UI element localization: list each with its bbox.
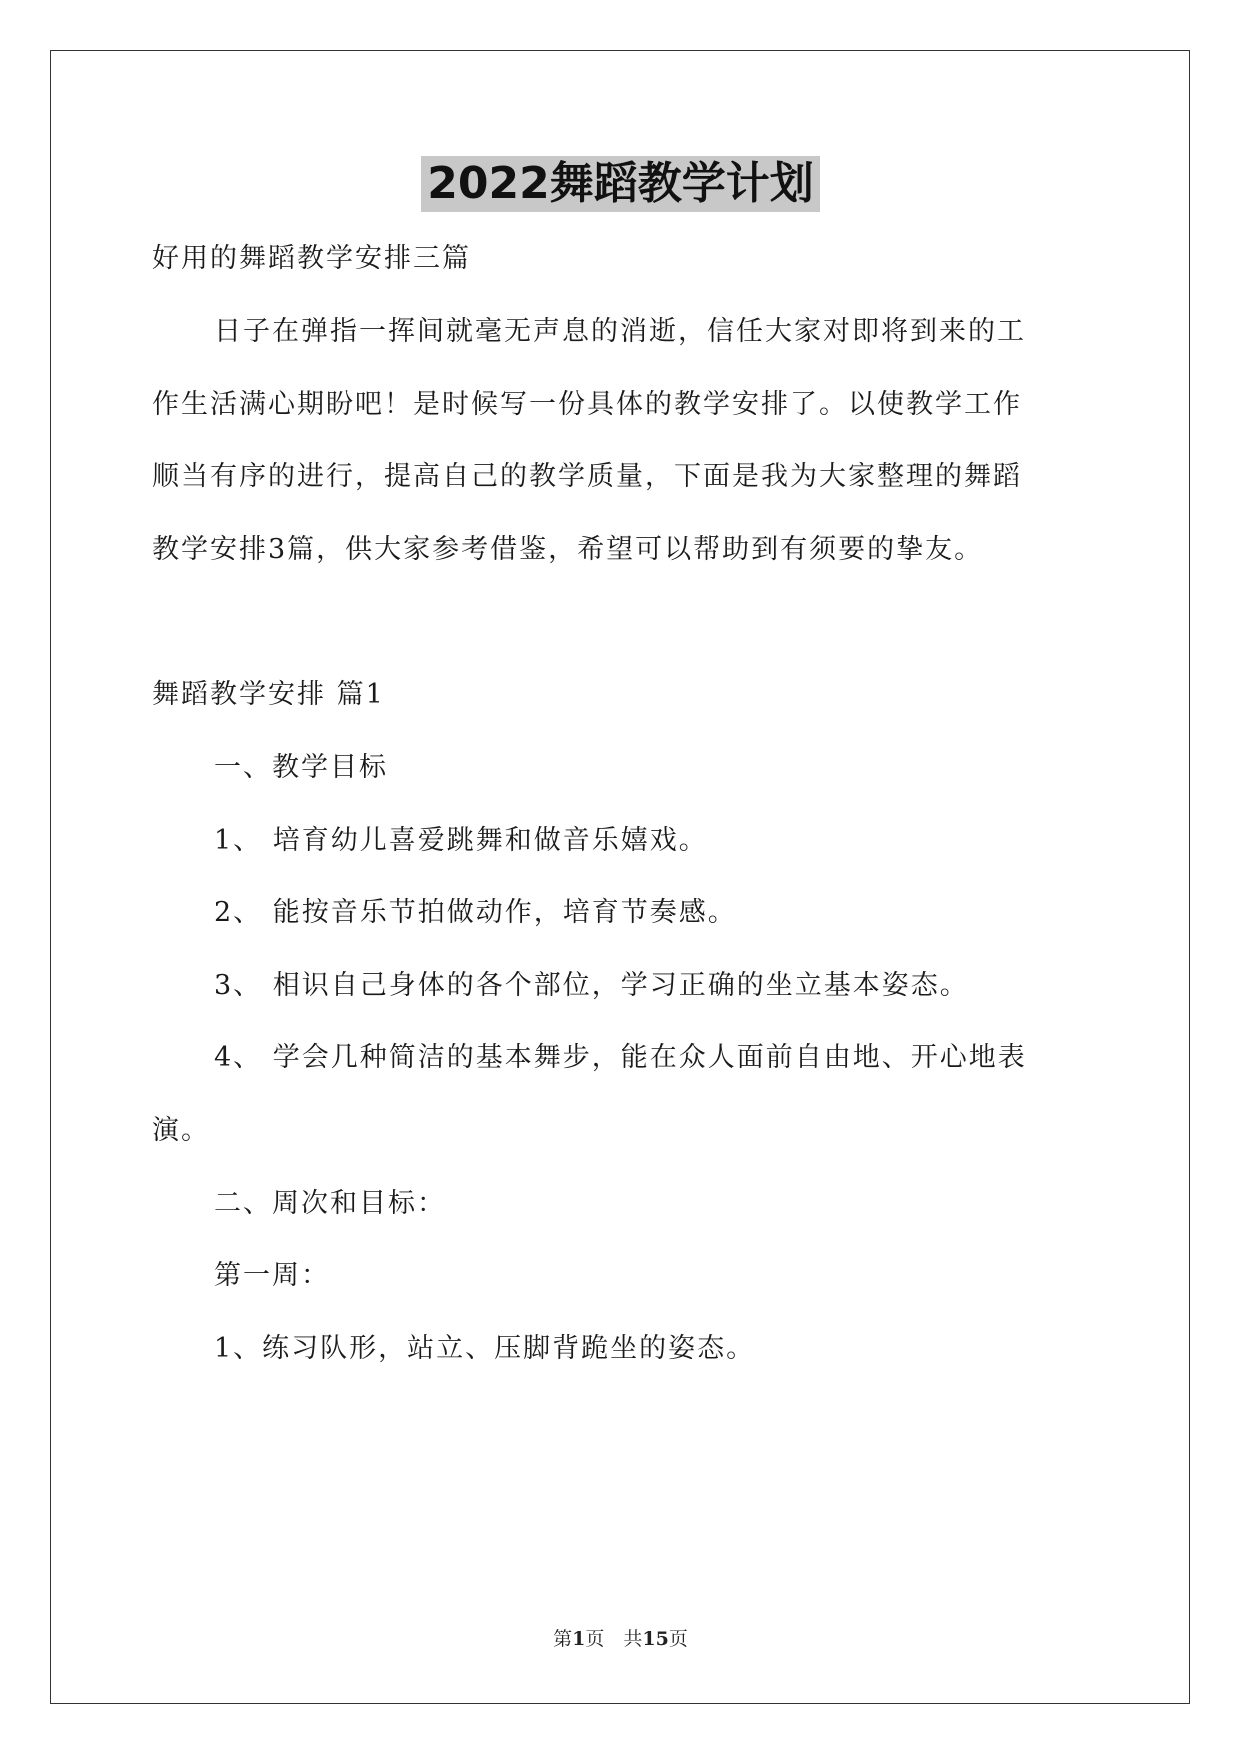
goals-heading: 一、教学目标 — [214, 752, 388, 783]
goal-item: 4、 学会几种简洁的基本舞步，能在众人面前自由地、开心地表 — [214, 1042, 1027, 1073]
page-border — [50, 50, 1190, 1704]
document-title: 2022舞蹈教学计划 — [421, 156, 819, 212]
goal-item-continuation: 演。 — [152, 1115, 210, 1146]
footer-page-mid: 页 共 — [585, 1628, 643, 1650]
footer-page-current: 1 — [572, 1628, 586, 1650]
intro-paragraph-line: 顺当有序的进行，提高自己的教学质量，下面是我为大家整理的舞蹈 — [152, 461, 1022, 492]
page-footer — [0, 1626, 1241, 1652]
footer-page-prefix: 第 — [553, 1628, 573, 1650]
goal-item: 1、 培育幼儿喜爱跳舞和做音乐嬉戏。 — [214, 825, 708, 856]
weeks-heading: 二、周次和目标： — [214, 1188, 446, 1219]
week-item: 1、练习队形，站立、压脚背跪坐的姿态。 — [214, 1333, 756, 1364]
footer-page-total: 15 — [642, 1628, 669, 1650]
title-area — [0, 156, 1241, 212]
goal-item: 3、 相识自己身体的各个部位，学习正确的坐立基本姿态。 — [214, 970, 969, 1001]
intro-paragraph-line: 日子在弹指一挥间就毫无声息的消逝，信任大家对即将到来的工 — [214, 316, 1026, 347]
document-subtitle: 好用的舞蹈教学安排三篇 — [152, 243, 471, 274]
week-heading: 第一周： — [214, 1260, 330, 1291]
intro-paragraph-line: 作生活满心期盼吧！是时候写一份具体的教学安排了。以使教学工作 — [152, 389, 1022, 420]
footer-page-suffix: 页 — [668, 1628, 688, 1650]
intro-paragraph-line: 教学安排3篇，供大家参考借鉴，希望可以帮助到有须要的挚友。 — [152, 534, 984, 565]
section-heading: 舞蹈教学安排 篇1 — [152, 679, 385, 710]
goal-item: 2、 能按音乐节拍做动作，培育节奏感。 — [214, 897, 737, 928]
